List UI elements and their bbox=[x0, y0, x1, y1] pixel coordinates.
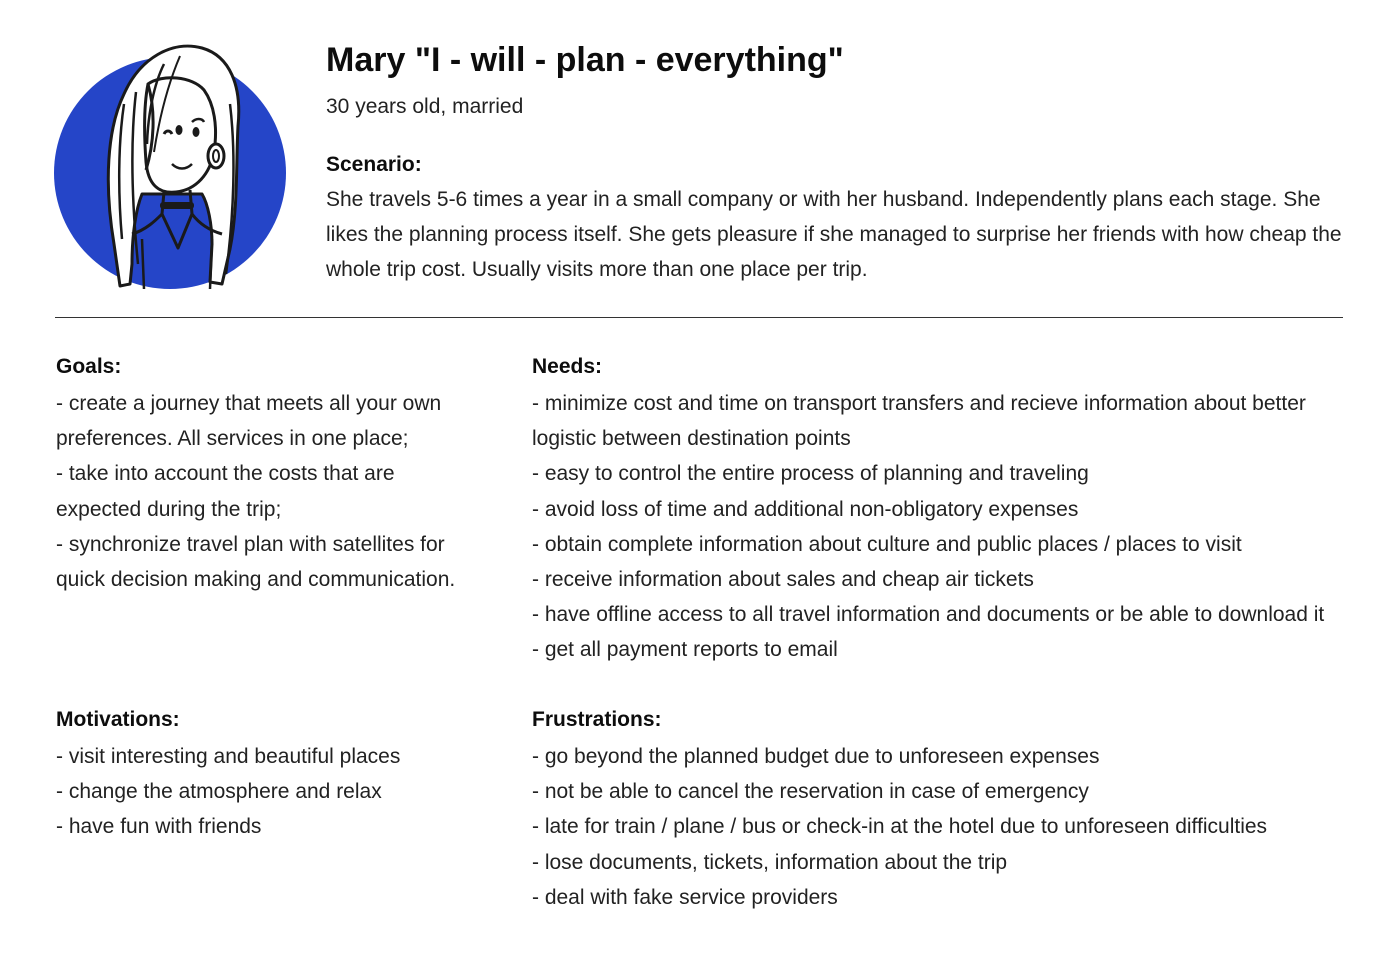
goals-item: - create a journey that meets all your own preferences. All services in one place; bbox=[56, 392, 442, 451]
needs-item: - receive information about sales and cheap air tickets bbox=[532, 568, 1034, 592]
needs-item: - obtain complete information about culture and public places / places to visit bbox=[532, 532, 1242, 556]
needs-item: - easy to control the entire process of planning and traveling bbox=[532, 462, 1089, 486]
motivations-item: - visit interesting and beautiful places bbox=[56, 745, 401, 768]
frustrations-title: Frustrations: bbox=[532, 708, 662, 731]
frustrations-item: - deal with fake service providers bbox=[532, 885, 838, 909]
needs-item: - avoid loss of time and additional non-obligatory expenses bbox=[532, 497, 1079, 521]
needs-section bbox=[532, 352, 1362, 668]
persona-age-status: 30 years old, married bbox=[326, 95, 524, 118]
woman-portrait-icon bbox=[52, 34, 292, 292]
frustrations-item: - not be able to cancel the reservation in case of emergency bbox=[532, 780, 1089, 804]
frustrations-item: - lose documents, tickets, information about the trip bbox=[532, 850, 1008, 874]
motivations-item: - have fun with friends bbox=[56, 815, 262, 839]
goals-section bbox=[56, 352, 476, 597]
motivations-item: - change the atmosphere and relax bbox=[56, 780, 382, 804]
needs-item: - have offline access to all travel information and documents or be able to download it bbox=[532, 603, 1325, 627]
section-divider bbox=[55, 317, 1343, 318]
frustrations-item: - go beyond the planned budget due to unforeseen expenses bbox=[532, 745, 1100, 768]
motivations-section bbox=[56, 705, 476, 845]
frustrations-item: - late for train / plane / bus or check-in at the hotel due to unforeseen difficulties bbox=[532, 815, 1268, 839]
needs-item: - get all payment reports to email bbox=[532, 638, 838, 662]
motivations-title: Motivations: bbox=[56, 708, 180, 731]
goals-title: Goals: bbox=[56, 355, 122, 378]
needs-title: Needs: bbox=[532, 355, 603, 378]
needs-item: - minimize cost and time on transport transfers and recieve information about better logistic between destination points bbox=[532, 392, 1306, 451]
frustrations-section bbox=[532, 705, 1362, 915]
persona-header bbox=[326, 38, 1356, 287]
scenario-text: She travels 5-6 times a year in a small company or with her husband. Independently plans each stage. She likes the planning process itself. She gets pleasure if she managed to surprise her friends with how cheap the whole trip cost. Usually visits more than one place per trip. bbox=[326, 188, 1342, 281]
goals-item: - synchronize travel plan with satellites for quick decision making and communication. bbox=[56, 532, 456, 592]
scenario-title: Scenario: bbox=[326, 153, 422, 176]
goals-item: - take into account the costs that are expected during the trip; bbox=[56, 462, 395, 521]
persona-name: Mary "I - will - plan - everything" bbox=[326, 41, 844, 79]
